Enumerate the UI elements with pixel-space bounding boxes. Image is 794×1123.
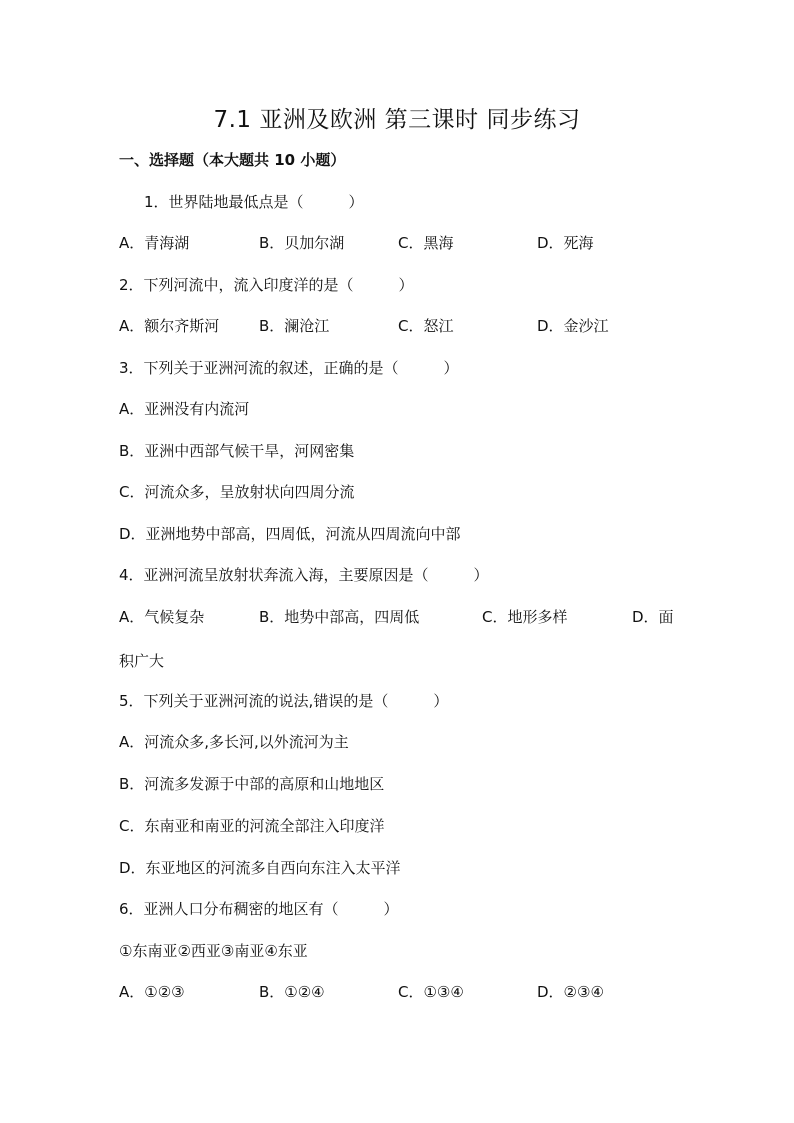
question-5-option-c: C．东南亚和南亚的河流全部注入印度洋 — [119, 817, 385, 835]
question-2-option-c: C．怒江 — [398, 317, 454, 335]
question-5-option-d: D．东亚地区的河流多自西向东注入太平洋 — [119, 859, 401, 877]
question-2-option-a: A．额尔齐斯河 — [119, 317, 220, 335]
question-3-option-d: D．亚洲地势中部高，四周低，河流从四周流向中部 — [119, 525, 461, 543]
question-1-option-a: A．青海湖 — [119, 234, 190, 252]
question-6-items: ①东南亚②西亚③南亚④东亚 — [119, 942, 308, 960]
question-1-option-b: B．贝加尔湖 — [259, 234, 345, 252]
question-5-option-a: A．河流众多,多长河,以外流河为主 — [119, 733, 349, 751]
question-3-option-a: A．亚洲没有内流河 — [119, 400, 250, 418]
question-6-option-b: B．①②④ — [259, 983, 325, 1001]
question-2-option-b: B．澜沧江 — [259, 317, 330, 335]
question-1-stem: 1．世界陆地最低点是（ ） — [144, 193, 364, 211]
question-3-option-c: C．河流众多，呈放射状向四周分流 — [119, 483, 355, 501]
question-1-option-c: C．黑海 — [398, 234, 454, 252]
question-6-option-d: D．②③④ — [537, 983, 604, 1001]
page-title: 7.1 亚洲及欧洲 第三课时 同步练习 — [213, 107, 581, 133]
question-5-stem: 5．下列关于亚洲河流的说法,错误的是（ ） — [119, 692, 449, 710]
question-4-option-d-continued: 积广大 — [119, 652, 165, 670]
question-3-option-b: B．亚洲中西部气候干旱，河网密集 — [119, 442, 355, 460]
question-6-option-a: A．①②③ — [119, 983, 185, 1001]
question-1-option-d: D．死海 — [537, 234, 594, 252]
question-4-stem: 4．亚洲河流呈放射状奔流入海，主要原因是（ ） — [119, 566, 489, 584]
question-6-option-c: C．①③④ — [398, 983, 464, 1001]
question-3-stem: 3．下列关于亚洲河流的叙述，正确的是（ ） — [119, 359, 459, 377]
section-heading: 一、选择题（本大题共 10 小题） — [119, 151, 346, 169]
question-2-stem: 2．下列河流中，流入印度洋的是（ ） — [119, 276, 414, 294]
question-4-option-b: B．地势中部高，四周低 — [259, 608, 420, 626]
question-6-stem: 6．亚洲人口分布稠密的地区有（ ） — [119, 900, 399, 918]
question-2-option-d: D．金沙江 — [537, 317, 609, 335]
question-4-option-d: D．面 — [632, 608, 674, 626]
question-4-option-a: A．气候复杂 — [119, 608, 205, 626]
question-5-option-b: B．河流多发源于中部的高原和山地地区 — [119, 775, 385, 793]
question-4-option-c: C．地形多样 — [482, 608, 568, 626]
